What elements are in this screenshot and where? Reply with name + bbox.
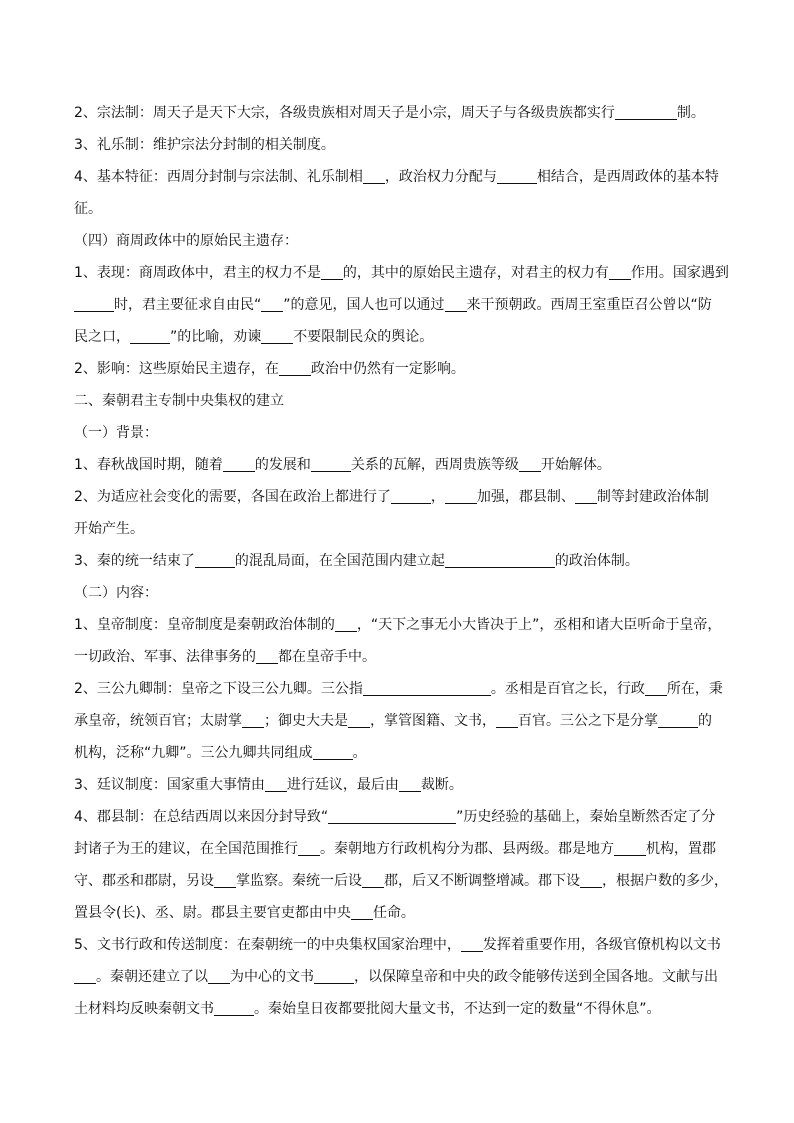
fill-blank[interactable]	[519, 456, 541, 472]
fill-blank[interactable]	[314, 968, 354, 984]
text-line: 承皇帝，统领百官；太尉掌 ；御史大夫是 ，掌管图籍、文书， 百官。三公之下是分掌 的	[74, 713, 712, 729]
fill-blank[interactable]	[658, 712, 698, 728]
fill-blank[interactable]	[445, 488, 477, 504]
fill-blank[interactable]	[497, 168, 537, 184]
fill-blank[interactable]	[580, 872, 602, 888]
fill-blank[interactable]	[214, 872, 236, 888]
fill-blank[interactable]	[335, 616, 357, 632]
fill-blank[interactable]	[261, 296, 283, 312]
fill-blank[interactable]	[214, 1000, 254, 1016]
text-line: 1、皇帝制度：皇帝制度是秦朝政治体制的 ，“天下之事无小大皆决于上”，丞相和诸大臣听命于皇帝，	[74, 617, 722, 633]
section-heading: （四）商周政体中的原始民主遗存：	[74, 233, 298, 249]
section-heading: （一）背景：	[74, 425, 158, 441]
text-line: 机构，泛称“九卿”。三公九卿共同组成 。	[74, 745, 367, 761]
fill-blank[interactable]	[256, 648, 278, 664]
fill-blank[interactable]	[242, 712, 264, 728]
worksheet-page	[74, 97, 730, 1025]
text-line: 4、郡县制：在总结西周以来因分封导致“ ”历史经验的基础上，秦始皇断然否定了分	[74, 809, 716, 825]
fill-blank[interactable]	[74, 968, 96, 984]
fill-blank[interactable]	[313, 744, 353, 760]
fill-blank[interactable]	[130, 328, 170, 344]
fill-blank[interactable]	[348, 712, 370, 728]
fill-blank[interactable]	[445, 552, 555, 568]
fill-blank[interactable]	[261, 328, 293, 344]
text-line: 3、礼乐制：维护宗法分封制的相关制度。	[74, 137, 335, 153]
text-line: 1、表现：商周政体中，君主的权力不是 的，其中的原始民主遗存，对君主的权力有 作用。国家遇到	[74, 265, 729, 281]
fill-blank[interactable]	[362, 872, 384, 888]
text-line: 5、文书行政和传送制度：在秦朝统一的中央集权国家治理中， 发挥着重要作用，各级官僚机构以文书	[74, 937, 721, 953]
text-line: 民之口， ”的比喻，劝谏 不要限制民众的舆论。	[74, 329, 434, 345]
fill-blank[interactable]	[445, 296, 467, 312]
text-line: 一切政治、军事、法律事务的 都在皇帝手中。	[74, 649, 376, 665]
fill-blank[interactable]	[321, 264, 343, 280]
fill-blank[interactable]	[461, 936, 483, 952]
fill-blank[interactable]	[615, 104, 677, 120]
fill-blank[interactable]	[311, 456, 351, 472]
fill-blank[interactable]	[195, 552, 235, 568]
fill-blank[interactable]	[328, 808, 456, 824]
text-line: 4、基本特征：西周分封制与宗法制、礼乐制相 ，政治权力分配与 相结合，是西周政体的基本特	[74, 169, 719, 185]
text-line: 。秦朝还建立了以 为中心的文书 ，以保障皇帝和中央的政令能够传送到全国各地。文献与出	[74, 961, 730, 993]
fill-blank[interactable]	[609, 264, 631, 280]
fill-blank[interactable]	[351, 904, 373, 920]
section-heading: （二）内容：	[74, 585, 158, 601]
text-line: 征。	[74, 201, 102, 217]
fill-blank[interactable]	[74, 296, 114, 312]
text-line: 2、为适应社会变化的需要，各国在政治上都进行了 ， 加强，郡县制、 制等封建政治体制	[74, 489, 709, 505]
text-line: 守、郡丞和郡尉，另设 掌监察。秦统一后设 郡，后又不断调整增减。郡下设 ，根据户数的多少，	[74, 873, 728, 889]
fill-blank[interactable]	[399, 776, 421, 792]
fill-blank[interactable]	[645, 680, 667, 696]
text-line: 置县令(长)、丞、尉。郡县主要官吏都由中央 任命。	[74, 905, 415, 921]
text-line: 1、春秋战国时期，随着 的发展和 关系的瓦解，西周贵族等级 开始解体。	[74, 457, 611, 473]
fill-blank[interactable]	[265, 776, 287, 792]
fill-blank[interactable]	[363, 168, 385, 184]
text-line: 封诸子为王的建议，在全国范围推行 。秦朝地方行政机构分为郡、县两级。郡是地方 机构，置郡	[74, 841, 716, 857]
fill-blank[interactable]	[223, 456, 255, 472]
fill-blank[interactable]	[391, 488, 431, 504]
text-line: 土材料均反映秦朝文书 。秦始皇日夜都要批阅大量文书，不达到一定的数量“不得休息”。	[74, 1001, 661, 1017]
chapter-heading: 二、秦朝君主专制中央集权的建立	[74, 393, 284, 409]
fill-blank[interactable]	[496, 712, 518, 728]
text-line: 2、宗法制：周天子是天下大宗，各级贵族相对周天子是小宗，周天子与各级贵族都实行 制。	[74, 105, 705, 121]
text-line: 3、秦的统一结束了 的混乱局面，在全国范围内建立起 的政治体制。	[74, 553, 639, 569]
fill-blank[interactable]	[575, 488, 597, 504]
fill-blank[interactable]	[208, 968, 230, 984]
fill-blank[interactable]	[298, 840, 320, 856]
text-line: 时，君主要征求自由民“ ”的意见，国人也可以通过 来干预朝政。西周王室重臣召公曾以“防	[74, 289, 730, 321]
text-line: 3、廷议制度：国家重大事情由 进行廷议，最后由 裁断。	[74, 777, 463, 793]
fill-blank[interactable]	[614, 840, 646, 856]
text-line: 2、三公九卿制：皇帝之下设三公九卿。三公指 。丞相是百官之长，行政 所在，秉	[74, 681, 723, 697]
fill-blank[interactable]	[279, 360, 311, 376]
fill-blank[interactable]	[363, 680, 491, 696]
text-line: 2、影响：这些原始民主遗存，在 政治中仍然有一定影响。	[74, 361, 465, 377]
text-line: 开始产生。	[74, 521, 144, 537]
